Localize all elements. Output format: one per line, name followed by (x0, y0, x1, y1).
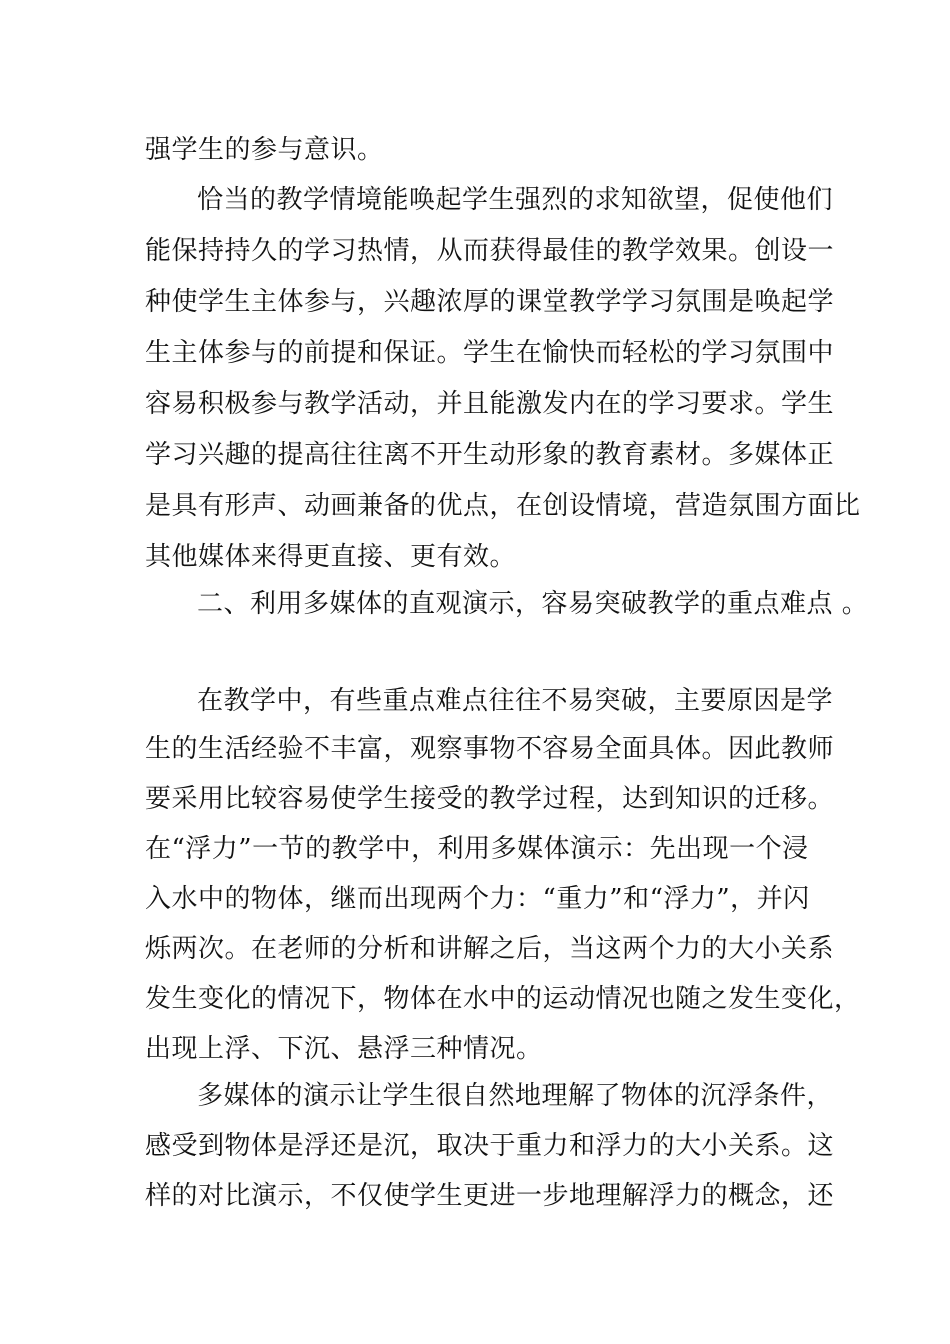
text-line: 恰当的教学情境能唤起学生强烈的求知欲望，促使他们 (197, 185, 834, 215)
text-line: 能保持持久的学习热情，从而获得最佳的教学效果。创设一 (145, 236, 835, 266)
text-line: 生主体参与的前提和保证。学生在愉快而轻松的学习氛围中 (145, 338, 835, 368)
text-line: 是具有形声、动画兼备的优点，在创设情境，营造氛围方面比 (145, 491, 861, 521)
text-line: 要采用比较容易使学生接受的教学过程，达到知识的迁移。 (145, 784, 835, 814)
text-line: 在“浮力”一节的教学中，利用多媒体演示：先出现一个浸 (145, 834, 809, 864)
text-line: 容易积极参与教学活动，并且能激发内在的学习要求。学生 (145, 389, 835, 419)
text-line: 入水中的物体，继而出现两个力：“重力”和“浮力”，并闪 (145, 884, 810, 914)
text-line: 在教学中，有些重点难点往往不易突破，主要原因是学 (197, 686, 834, 716)
text-line: 强学生的参与意识。 (145, 135, 384, 165)
text-line: 其他媒体来得更直接、更有效。 (145, 542, 517, 572)
text-line: 发生变化的情况下，物体在水中的运动情况也随之发生变化， (145, 984, 861, 1014)
text-line: 多媒体的演示让学生很自然地理解了物体的沉浮条件， (197, 1081, 834, 1111)
text-line: 出现上浮、下沉、悬浮三种情况。 (145, 1034, 543, 1064)
text-line: 生的生活经验不丰富，观察事物不容易全面具体。因此教师 (145, 734, 835, 764)
text-line: 感受到物体是浮还是沉，取决于重力和浮力的大小关系。这 (145, 1131, 835, 1161)
text-line: 样的对比演示，不仅使学生更进一步地理解浮力的概念，还 (145, 1181, 835, 1211)
section-heading: 二、利用多媒体的直观演示，容易突破教学的重点难点 。 (197, 589, 869, 619)
text-line: 烁两次。在老师的分析和讲解之后，当这两个力的大小关系 (145, 934, 835, 964)
text-line: 种使学生主体参与，兴趣浓厚的课堂教学学习氛围是唤起学 (145, 287, 835, 317)
text-line: 学习兴趣的提高往往离不开生动形象的教育素材。多媒体正 (145, 440, 835, 470)
